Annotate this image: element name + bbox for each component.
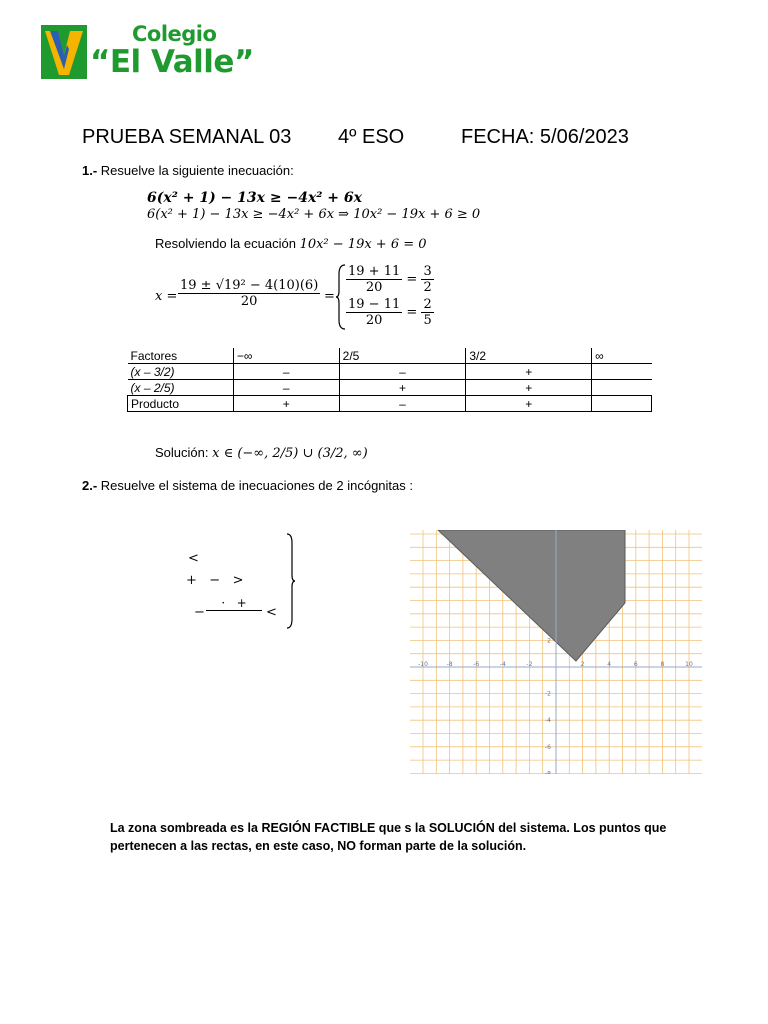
sign-cell: + [466,364,592,380]
system-line-3-lt: < [266,605,277,620]
table-row [128,380,652,396]
sign-cell: + [339,380,466,396]
solving-label: Resolviendo la ecuación [155,236,296,251]
table-row [128,364,652,380]
sign-cell [592,364,652,380]
school-logo-icon [41,25,87,79]
x-tick-label: -4 [499,661,506,668]
equals-sign: = [324,289,335,304]
solving-equation [155,236,427,252]
test-date: FECHA: 5/06/2023 [461,126,629,148]
sign-cell: – [233,364,339,380]
x-equals: x = [155,289,178,304]
inequality: 6(x² + 1) − 13x ≥ −4x² + 6x [147,190,362,206]
solution [155,445,368,461]
question-2-number: 2.- [82,478,98,493]
sign-cell: + [466,380,592,396]
x-tick-label: -6 [473,661,480,668]
root-1 [346,264,434,295]
product-label: Producto [128,396,234,412]
x-tick-label: -10 [418,661,428,668]
course-label: 4º ESO [338,126,405,148]
question-2-text: Resuelve el sistema de inecuaciones de 2 incógnitas : [100,478,413,493]
header-inf: ∞ [592,348,652,364]
header-3-2: 3/2 [466,348,592,364]
logo-text-bottom: “El Valle” [90,44,254,80]
graph-canvas [410,530,702,774]
root-2-den: 20 [365,313,383,328]
x-tick-label: -2 [526,661,533,668]
sign-table [127,348,652,412]
header-factores: Factores [128,348,234,364]
x-tick-label: 10 [685,661,693,668]
logo-text-top: Colegio [132,22,217,46]
x-tick-label: 6 [633,661,638,668]
solution-label: Solución: [155,445,209,460]
formula-numerator: 19 ± √19² − 4(10)(6) [180,278,319,293]
system-brace-icon [286,533,296,629]
sign-cell: + [466,396,592,412]
quadratic-formula [178,278,320,309]
sign-cell [592,396,652,412]
root-2-value-num: 2 [423,297,432,312]
sign-table-header [128,348,652,364]
system-line-3-minus: − [194,605,205,620]
root-1-value-den: 2 [423,280,432,295]
system-line-1: < [188,551,199,566]
solution-set: x ∈ (−∞, 2/5) ∪ (3/2, ∞) [212,446,368,461]
header-2-5: 2/5 [339,348,466,364]
root-1-value-num: 3 [423,264,432,279]
root-2-value-den: 5 [423,313,432,328]
root-1-den: 20 [365,280,383,295]
table-row [128,396,652,412]
y-tick-label: -8 [545,770,551,774]
root-1-eq: = [406,272,418,287]
test-title: PRUEBA SEMANAL 03 [82,126,292,148]
solving-eq: 10x² − 19x + 6 = 0 [299,237,427,252]
formula-denominator: 20 [240,294,258,309]
x-tick-label: -8 [446,661,453,668]
brace-icon [336,264,346,330]
inequality-implication: 6(x² + 1) − 13x ≥ −4x² + 6x ⇒ 10x² − 19x + 6 ≥ 0 [147,207,481,222]
question-1-text: Resuelve la siguiente inecuación: [100,163,294,178]
x-tick-label: 4 [607,661,612,668]
root-2 [346,297,434,328]
solution-note: La zona sombreada es la REGIÓN FACTIBLE que s la SOLUCIÓN del sistema. Los puntos que pertenecen a las rectas, en este caso, NO forman parte de la solución. [110,821,667,853]
question-2-prompt [82,478,413,493]
question-1-number: 1.- [82,163,98,178]
y-tick-label: 2 [547,637,551,645]
sign-cell: + [233,396,339,412]
question-1-prompt [82,163,294,178]
sign-cell [592,380,652,396]
sign-cell: – [233,380,339,396]
header-minus-inf: −∞ [233,348,339,364]
system-line-3-fraction: · + [206,596,262,611]
y-tick-label: -2 [545,690,551,698]
factor-label: (x – 3/2) [128,364,234,380]
sign-cell: – [339,396,466,412]
root-2-eq: = [406,305,418,320]
feasible-region-graph [410,530,702,774]
root-1-num: 19 + 11 [348,264,401,279]
factor-label: (x – 2/5) [128,380,234,396]
system-line-2: + − > [186,573,244,588]
y-tick-label: -4 [545,717,551,725]
x-tick-label: 8 [660,661,665,668]
sign-cell: – [339,364,466,380]
root-2-num: 19 − 11 [348,297,401,312]
y-tick-label: -6 [545,743,551,751]
x-tick-label: 2 [580,661,585,668]
feasible-region [438,530,625,661]
